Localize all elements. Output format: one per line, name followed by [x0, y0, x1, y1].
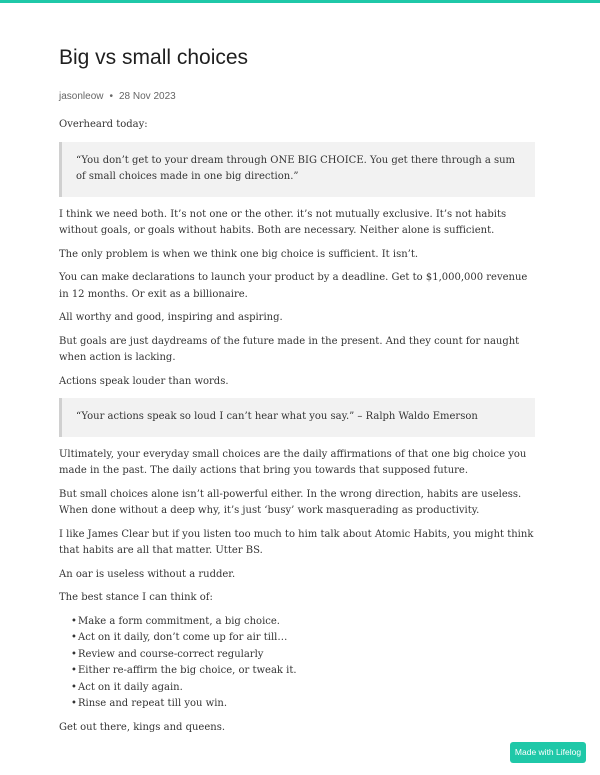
paragraph: But goals are just daydreams of the future made in the present. And they count for naught when action is lacking. — [59, 335, 520, 363]
paragraph: Get out there, kings and queens. — [59, 721, 226, 733]
list-item: • Either re-affirm the big choice, or tweak it. — [72, 663, 535, 680]
quote-text: “Your actions speak so loud I can’t hear what you say.” – Ralph Waldo Emerson — [76, 411, 478, 422]
paragraph: Actions speak louder than words. — [59, 375, 229, 387]
list-item: • Review and course-correct regularly — [72, 647, 535, 664]
article-body — [59, 117, 535, 736]
article — [59, 44, 535, 736]
list-item: • Rinse and repeat till you win. — [72, 696, 535, 713]
paragraph: I think we need both. It’s not one or the other. it’s not mutually exclusive. It’s not habits without goals, or goals without habits. Both are necessary. Neither alone is sufficient. — [59, 208, 507, 236]
quote-text: “You don’t get to your dream through ONE BIG CHOICE. You get there through a sum of small choices made in one big direction.” — [76, 154, 516, 182]
made-with-lifelog-button[interactable]: Made with Lifelog — [510, 742, 586, 763]
list-item: • Act on it daily, don’t come up for air till… — [72, 630, 535, 647]
paragraph: An oar is useless without a rudder. — [59, 568, 236, 580]
paragraph: I like James Clear but if you listen too much to him talk about Atomic Habits, you might think that habits are all that matter. Utter BS. — [59, 528, 534, 556]
post-date: 28 Nov 2023 — [119, 91, 176, 102]
bullet-list — [59, 614, 535, 713]
paragraph: Overheard today: — [59, 119, 148, 130]
separator-dot: • — [109, 91, 113, 102]
top-accent-bar — [0, 0, 600, 3]
paragraph: The only problem is when we think one big choice is sufficient. It isn’t. — [59, 248, 419, 260]
paragraph: All worthy and good, inspiring and aspiring. — [59, 312, 283, 323]
blockquote — [59, 398, 535, 437]
list-item: • Act on it daily again. — [72, 680, 535, 697]
article-meta — [59, 90, 535, 104]
author-link[interactable]: jasonleow — [59, 91, 104, 102]
blockquote — [59, 142, 535, 197]
list-item: • Make a form commitment, a big choice. — [72, 614, 535, 631]
article-title: Big vs small choices — [59, 46, 249, 69]
paragraph: Ultimately, your everyday small choices are the daily affirmations of that one big choice you made in the past. The daily actions that bring you towards that supposed future. — [59, 448, 527, 476]
paragraph: But small choices alone isn’t all-powerful either. In the wrong direction, habits are useless. When done without a deep why, it’s just ‘busy’ work masquerading as productivity. — [59, 488, 522, 516]
paragraph: The best stance I can think of: — [59, 592, 213, 603]
paragraph: You can make declarations to launch your product by a deadline. Get to $1,000,000 revenue in 12 months. Or exit as a billionaire. — [59, 272, 528, 300]
